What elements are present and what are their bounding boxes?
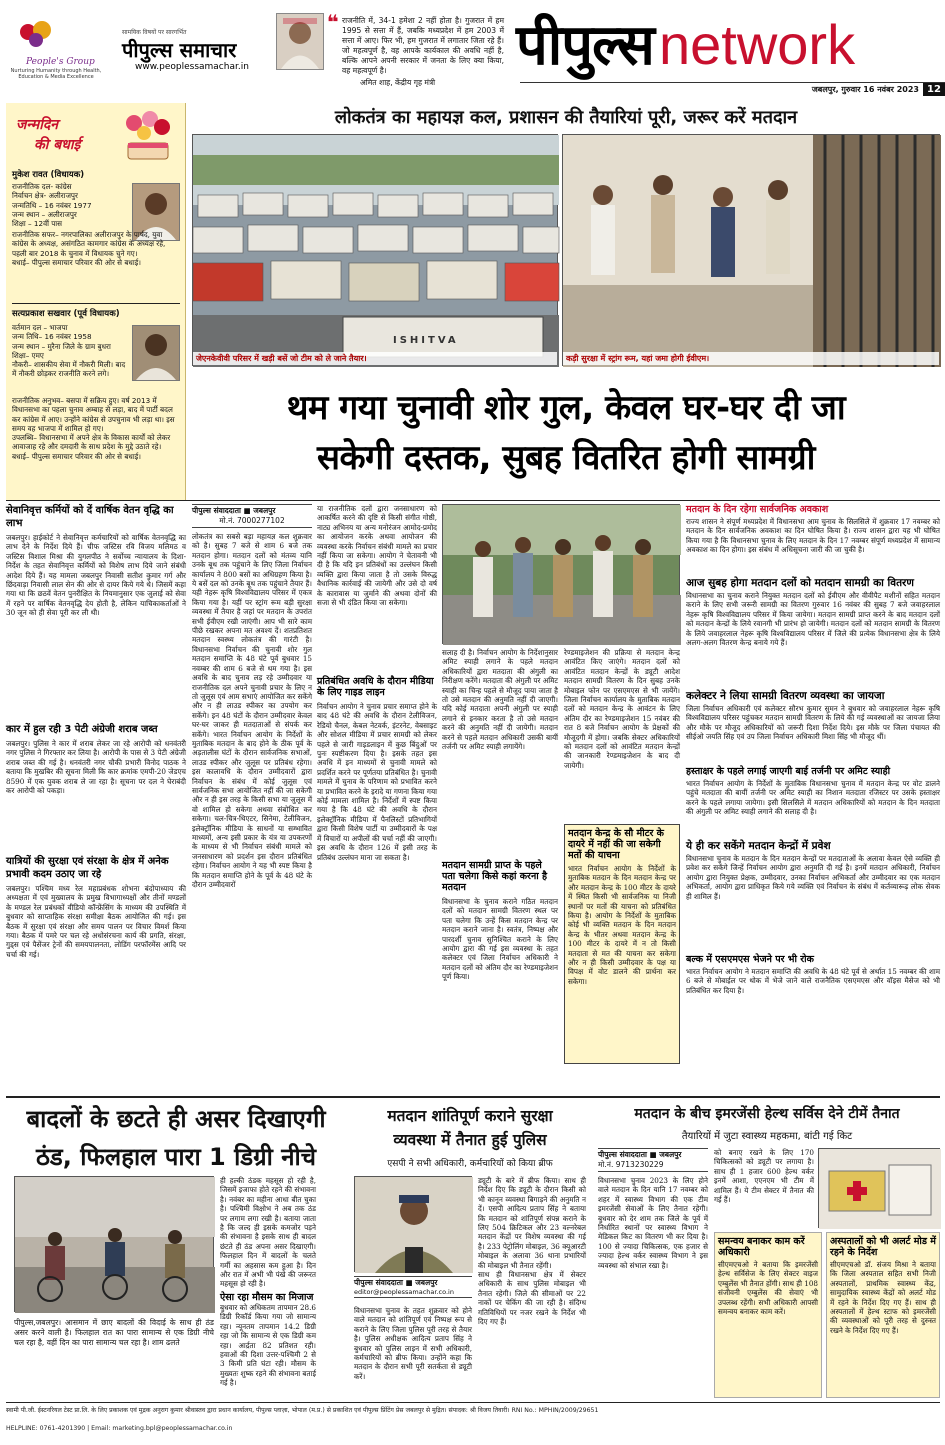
police-headline	[352, 1104, 588, 1152]
reporter-byline: पीपुल्स संवाददाता ■ जबलपुर	[192, 506, 276, 515]
box-title: अस्पतालों को भी अलर्ट मोड में रहने के निर्देश	[830, 1236, 936, 1258]
col3-text: विधानसभा के चुनाव कराने गठित मतदान दलों को मतदान सामग्री वितरण स्थल पर पता चलेगा कि उन्हें किस मतदान केन्द्र पर मतदान कराने जाना है। स्वतंत्र, निष्पक्ष और पारदर्शी चुनाव सुनिश्चित कराने के लिए आयोग द्वारा की गई इस व्यवस्था के तहत कलेक्टर एवं जिला निर्वाचन अधिकारी ने मतदान दलों को अंतिम दौर का रेण्डमाइजेशन पूर्ण किया।	[442, 897, 558, 982]
police-col3-text: साथ ही विधानसभा क्षेत्र में सेक्टर अधिकारी के साथ पुलिस मोबाइल भी तैनात रहेगी। जिले की सीमाओं पर 22 नाकों पर चेकिंग की जा रही है। संदिग्ध गतिविधियों पर नजर रखने के निर्देश भी दिए गए हैं।	[478, 1270, 586, 1327]
person1-name: मुकेश रावत (विधायक)	[12, 170, 85, 180]
health-col1: विधानसभा चुनाव 2023 के लिए होने वाले मतदान के दिन यानि 17 नवम्बर को शहर में स्वास्थ्य विभाग की एक टीम इमरजेंसी सेवाओं के लिए तैनात रहेगी। बुधवार को देर शाम तक जिले के पूर्व में निर्धारित स्थानों पर स्वास्थ्य विभाग ने मेडिकल किट का वितरण भी कर दिया है। 100 से ज्यादा चिकित्सक, एक हजार से ज्यादा हेल्थ वर्कर स्वास्थ्य विभाग ने इस व्यवस्था को संभाल रखा है।	[598, 1176, 708, 1270]
divider	[6, 500, 940, 501]
left-column	[6, 504, 186, 1096]
group-name: People's Group	[26, 57, 95, 67]
health-mobile: मो.नं. 9713230229	[598, 1160, 664, 1169]
detail-line: जन्मतिथि – 16 नवंबर 1977	[12, 200, 92, 210]
right-text: जिला निर्वाचन अधिकारी एवं कलेक्टर सौरभ कुमार सुमन ने बुधवार को जवाहरलाल नेहरू कृषि विश्वविद्यालय परिसर पहुंचकर मतदान सामग्री वितरण के लिये की गई व्यवस्थाओं का जायजा लिया और मौके पर मौजूद अधिकारियों को जरूरी दिशा निर्देश दिये। इस मौके पर जिला पंचायत की सीईओ जयति सिंह एवं उप जिला निर्वाचन अधिकारी मिशा सिंह भी मौजूद थीं।	[686, 704, 940, 742]
birthday-header	[12, 109, 180, 165]
right-text: भारत निर्वाचन आयोग के निर्देशों के मुताबिक विधानसभा चुनाव में मतदान केन्द्र पर वोट डालने पहुंचे मतदाता की बायीं तर्जनी पर अमिट स्याही का निशान मतदाता रजिस्टर पर उसके हस्ताक्षर करने के पहले लगाया जायेगा। इसी सिलसिले में मतदान अधिकारियों को मतदान के दिन मतदाता की अंगुली पर अमिट स्याही लगाने की सलाह दी है।	[686, 779, 940, 817]
story-title: यात्रियों की सुरक्षा एवं संरक्षा के क्षेत्र में अनेक प्रभावी कदम उठाए जा रहे	[6, 856, 169, 880]
police-byline	[354, 1276, 472, 1298]
coordination-box	[714, 1232, 822, 1398]
right-subhead: बल्क में एसएमएस भेजने पर भी रोक	[686, 954, 814, 965]
divider	[6, 1402, 940, 1403]
person2-details	[12, 323, 130, 379]
main-headline-line2: सकेगी दस्तक, सुबह वितरित होगी सामग्री	[317, 438, 815, 478]
box-body: सीएमएचओ डॉ. संजय मिश्रा ने बताया कि जिला अस्पताल सहित सभी निजी अस्पतालों, प्राथमिक स्वास्थ्य केंद्र, सामुदायिक स्वास्थ्य केंद्रों को अलर्ट मोड में रहने के निर्देश दिए गए हैं। साथ ही अस्पतालों में हेल्थ स्टाफ को इमरजेंसी की व्यवस्थाओं को पूरी तरह से दुरुस्त रखने के निर्देश दिए गए हैं।	[830, 1260, 936, 1335]
footer-imprint: स्वामी पी.जी. ईस्टनरियल टेस्ट प्रा.लि. के लिए प्रकाशक एवं मुद्रक अनुराग कुमार श्रीवास्तव द्वारा प्रधान कार्यालय, पीपुल्स प्लाज़ा, भोपाल (म.प्र.) से प्रकाशित एवं पीपुल्स प्रिंटिंग प्रेस जबलपुर से मुद्रित। संपादक: श्री विजय तिवारी। RNI No.: MPHIN/2009/29651	[6, 1407, 599, 1414]
detail-line: उपलब्धि– विधानसभा में अपने क्षेत्र के विकास कार्यों को लेकर आवाजाह रहे और दमदारी के साथ प्रदेश के मुद्दे उठाते रहे।	[12, 433, 171, 452]
photo-caption: जेएनकेवीवी परिसर में खड़ी बसें जो टीम को ले जाने तैयार।	[193, 352, 557, 365]
health-byline	[598, 1148, 708, 1172]
person1-career	[12, 230, 180, 267]
police-headline-1: मतदान शांतिपूर्ण कराने सुरक्षा	[387, 1107, 553, 1125]
main-story-col1: लोकतंत्र का सबसे बड़ा महायज्ञ कल शुक्रवार को है। सुबह 7 बजे से शाम 6 बजे तक मतदान होगा। मतदान दलों को मंतव्य यानि उनके बूथ तक पहुंचाने के लिए जिला निर्वाचन कार्यालय ने 800 बसों का अधिग्रहण किया है। ये बसें दल को उनके बूथ तक पहुंचाने तैयार हैं। यही नेहरू कृषि विश्वविद्यालय परिसर में एकत्र किया गया है। यहीं पर स्ट्रांग रूम बड़ी सुरक्षा व्यवस्था में तैयार है जहां पर मतदान के उपरांत सभी ईवीएम रखी जाएंगी। आप भी सारे काम पीछे रखकर अपना मत अवश्य दें। शतप्रतिशत मतदान स्वस्थ्य लोकतंत्र की गारंटी है। विधानसभा निर्वाचन की चुनावी शोर गुल मतदान समाप्ति के 48 घंटे पूर्व बुधवार 15 नवम्बर की शाम 6 बजे से थम गया है। इस अवधि के बाद चुनाव लड़ रहे उम्मीदवार या राजनीतिक दल अपने चुनावी प्रचार के लिए न तो जुलूस एवं आम सभाएं आयोजित कर सकेंगे और न ही लाउड स्पीकर का उपयोग कर सकेंगे। इन 48 घंटों के दौरान उम्मीदवार केवल घर-घर जाकर ही मतदाताओं से संपर्क कर सकेंगे। भारत निर्वाचन आयोग के निर्देशों के मुताबिक मतदान के बाद होने के ठीक पूर्व के अड़तालीस घंटों के दौरान सार्वजनिक सभाओं, लाउड स्पीकर और जुलूस पर प्रतिबंध रहेगा। इस कालावधि के दौरान उम्मीदवारों द्वारा निर्वाचन के संबंध में कोई जुलूस एवं सार्वजनिक सभा आयोजित नहीं की जा सकेगी और न ही इस तरह के किसी सभा या जुलूस में वो शामिल हो सकेगा अथवा संबोधित कर सकेगा। चल-चित्र-थिएटर, सिनेमा, टेलीविजन, इलेक्ट्रॉनिक मीडिया के साधनों या सम्भावित माध्यमों, अन्य इसी प्रकार के यंत्र या उपकरणों के माध्यम से भी निर्वाचन संबंधी मामले को जनसाधारण को प्रदर्शन इस दौरान प्रतिबंधित रहेगा। निर्वाचन आयोग ने यह भी स्पष्ट किया है कि मतदान समाप्ति होने के पूर्व के 48 घंटे के दौरान उम्मीदवारों	[192, 532, 312, 890]
main-headline-line1: थम गया चुनावी शोर गुल, केवल घर-घर दी जा	[286, 388, 846, 428]
police-col2: ड्यूटी के बारे में ब्रीफ किया। साथ ही निर्देश दिए कि ड्यूटी के दौरान किसी को भी कानून व्यवस्था बिगाड़ने की अनुमति न दें। एसपी आदित्य प्रताप सिंह ने बताया कि मतदान को शांतिपूर्ण संपन्न कराने के लिए 504 क्रिटिकल और 23 वल्नरेबल मतदान केंद्रों पर विशेष व्यवस्था की गई है। 233 पेट्रोलिंग मोबाइल, 36 क्यूआरटी मोबाइल के अलावा 36 थाना प्रभारियों की मोबाइल भी तैनात रहेंगी। साथ ही विधानसभा क्षेत्र में सेक्टर अधिकारी के साथ पुलिस मोबाइल भी तैनात रहेगी। जिले की सीमाओं पर 22 नाकों पर चेकिंग की जा रही है। संदिग्ध गतिविधियों पर नजर रखने के निर्देश भी दिए गए हैं।	[478, 1176, 586, 1327]
col2-text: या राजनीतिक दलों द्वारा जनसाधारण को आकर्षित करने की दृष्टि से किसी संगीत गोष्ठी, नाट्य अभिनय या अन्य मनोरंजन आमोद-प्रमोद का आयोजन करके अथवा आयोजन की व्यवस्था करके निर्वाचन संबंधी मामले का प्रचार नहीं किया जा सकेगा। आयोग ने चेतावनी भी दी है कि यदि इन प्रतिबंधों का उल्लंघन किसी व्यक्ति द्वारा किया जाता है तो उसके विरुद्ध वैधानिक कार्रवाई की जायेगी और उसे दो वर्ष के कारावास या जुर्माने की अथवा दोनों की सजा से भी दंडित किया जा सकेगा।	[317, 504, 437, 608]
person1-details	[12, 182, 130, 228]
birthday-title-1: जन्मदिन	[16, 117, 59, 133]
right-text: विधानसभा चुनाव के मतदान के दिन मतदान केन्द्रों पर मतदाताओं के अलावा केवल ऐसे व्यक्ति ही प्रवेश कर सकेंगे जिन्हें निर्वाचन आयोग द्वारा अनुमति दी गई है। इनमें मतदान अधिकारी, निर्वाचन आयोग द्वारा नियुक्त प्रेक्षक, उम्मीदवार, उनका निर्वाचन अभिकर्ता और उम्मीदवार का एक मतदान अभिकर्ता, आयोग द्वारा प्राधिकृत किये गये व्यक्ति एवं निर्वाचन के संबंध में कर्तव्यारूढ़ लोक सेवक ही शामिल हैं।	[686, 854, 940, 901]
main-headline	[192, 383, 940, 483]
page-number: 12	[923, 83, 945, 96]
story-body: जबलपुर। पश्चिम मध्य रेल महाप्रबंधक शोभना बंदोपाध्याय की अध्यक्षता में एवं मुख्यालय के प्रमुख विभागाध्यक्षों और तीनों मण्डलों के मण्डल रेल प्रबंधकों वीडियो कॉन्फ्रेंसिंग के माध्यम की उपस्थिति में बुधवार को साप्ताहिक संरक्षा समीक्षा बैठक आयोजित की गई। इस बैठक में सुरक्षा एवं संरक्षा और समय पालन पर विचार विमर्श किया गया। बैठक में पमरे पर चल रहे अधोसंरचना कार्य की प्रगति, संरक्षा, गुड्स एवं पैसेंजर ट्रेनों की समयपालनता, लोडिंग परफॉरमेंस आदि पर चर्चा की गई।	[6, 884, 186, 959]
person2-career	[12, 396, 180, 461]
detail-line: निर्वाचन क्षेत्र- अलीराजपुर	[12, 191, 78, 201]
quote-mark-icon: ❝	[327, 10, 339, 34]
cold-caption: पीपुल्स,जबलपुर। आसमान में छाए बादलों की विदाई के साथ ही ठंड असर करने वाली है। फिलहाल रात का पारा सामान्य से एक डिग्री नीचे चल रहा है, वहीं दिन का पारा सामान्य चल रहा है। शाम ढलते	[14, 1318, 214, 1347]
detail-line: शिक्षा– एमए	[12, 350, 44, 360]
detail-line: वर्तमान दल – भाजपा	[12, 323, 68, 332]
cold-headline	[6, 1100, 346, 1176]
photo-caption: कड़ी सुरक्षा में स्ट्रांग रूम, यहां जमा होगी ईवीएम।	[563, 352, 939, 365]
col2-text: निर्वाचन आयोग ने चुनाव प्रचार समाप्त होने के बाद 48 घंटे की अवधि के दौरान टेलीविजन, रेडियो चैनल, केबल नेटवर्क, इंटरनेट, वेबसाइट और सोशल मीडिया में प्रचार सामग्री को लेकर पहले से जारी गाइडलाइन में कुछ बिंदुओं पर पुनः स्पष्टीकरण दिया है। इसके तहत इस अवधि में इन माध्यमों से चुनावी मामले को प्रदर्शित करने पर पूर्णतया प्रतिबंधित है। चुनावी मामले में चुनाव के परिणाम को प्रभावित करने या प्रभावित करने के इरादे या गणना किया गया कोई मामला शामिल है। निर्देशों में स्पष्ट किया गया है कि 48 घंटे की अवधि के दौरान इलेक्ट्रॉनिक मीडिया में पैनलिस्टों प्रतिभागियों द्वारा किसी विशेष पार्टी या उम्मीदवारों के पक्ष में विचारों या अपीलों की चर्चा नहीं की जाएगी। इस अवधि के दौरान 126 में इसी तरह के प्रतिबंध उल्लंघन माना जा सकता है।	[317, 702, 437, 862]
paper-url: www.peoplessamachar.in	[135, 62, 249, 72]
detail-line: बधाई– पीपुल्स समाचार परिवार की ओर से बधाई।	[12, 451, 141, 461]
divider	[12, 303, 180, 304]
box-body: सीएमएचओ ने बताया कि इमरजेंसी हेल्थ सर्विसेज के लिए सेक्टर वाइज एम्बुलेंस भी तैनात होंगी। साथ ही 108 संजीवनी एम्बुलेंस की सेवाएं भी उपलब्ध रहेंगी। सभी अधिकारी आपसी समन्वय बनाकर काम करें।	[718, 1260, 818, 1317]
right-text: विधानसभा का चुनाव कराने नियुक्त मतदान दलों को ईवीएम और वीवीपैट मशीनों सहित मतदान कराने के लिए सभी जरूरी सामग्री का वितरण गुरुवार 16 नवंबर की सुबह 7 बजे जवाहरलाल नेहरू कृषि विश्वविद्यालय परिसर में किया जायेगा। मतदान सामग्री प्राप्त करने के बाद मतदान दलों को मतदान केन्द्रों के लिये रवानगी भी प्रारंभ हो जायेगी। मतदान दलों को मतदान सामग्री के वितरण के लिये जवाहरलाल नेहरू कृषि विश्वविद्यालय परिसर में जिले की प्रत्येक विधानसभा क्षेत्र के लिये अलग-अलग वितरण केन्द्र बनाये गये हैं।	[686, 591, 940, 648]
reporter-mobile: मो.नं. 7000277102	[219, 516, 285, 525]
officials-photo	[442, 504, 680, 644]
health-reporter: पीपुल्स संवाददाता ■ जबलपुर	[598, 1150, 682, 1159]
detail-line: राजनीतिक दल- कांग्रेस	[12, 182, 72, 191]
box-title: मतदान केन्द्र के सौ मीटर के दायरे में नहीं की जा सकेगी मतों की याचना	[568, 828, 664, 861]
col3-text: सलाह दी है। निर्वाचन आयोग के निर्देशानुसार अमिट स्याही लगाने के पहले मतदान अधिकारियों द्वारा मतदाता की अंगुली का निरीक्षण करेंगे। मतदाता की अंगुली पर अमिट स्याही का चिन्ह पहले से मौजूद पाया जाता है तो उसे मतदान की अनुमति नहीं दी जाएगी। यदि कोई मतदाता अपनी अंगुली पर स्याही लगाने से इनकार करता है तो उसे मतदान करने की अनुमति नहीं दी जायेगी। मतदान करने से पहले मतदान अधिकारी उसकी बायीं तर्जनी पर अमिट स्याही लगायेंगे।	[442, 648, 558, 752]
police-col1: विधानसभा चुनाव के तहत शुक्रवार को होने वाले मतदान को शांतिपूर्ण एवं निष्पक्ष रूप से कराने के लिए जिला पुलिस पूरी तरह से तैयार है। पुलिस अधीक्षक आदित्य प्रताप सिंह ने बुधवार को पुलिस लाइन में सभी अधिकारी, कर्मचारियों को ब्रीफ किया। उन्होंने कहा कि मतदान के दौरान सभी पूरी सतर्कता से ड्यूटी करें।	[354, 1306, 472, 1381]
right-subhead: हस्ताक्षर के पहले लगाई जाएगी बाई तर्जनी पर अमिट स्याही	[686, 766, 891, 777]
people-group-logo	[12, 18, 60, 56]
quote-author: अमित शाह, केंद्रीय गृह मंत्री	[360, 78, 436, 87]
detail-line: जन्म स्थान – मुरैना जिले के ग्राम बुधरा	[12, 341, 111, 351]
top-story-headline: लोकतंत्र का महायज्ञ कल, प्रशासन की तैयारियां पूरी, जरूर करें मतदान	[334, 107, 798, 128]
strong-room-photo	[562, 134, 940, 366]
police-email: editor@peoplessamachar.co.in	[354, 1288, 454, 1296]
detail-line: शिक्षा – 12वीं पास	[12, 219, 63, 229]
cake-bouquet-icon	[116, 109, 178, 163]
detail-line: जन्म स्थान – अलीराजपुर	[12, 209, 77, 219]
right-column	[686, 504, 940, 1094]
detail-line: जन्म तिथि– 16 नवंबर 1958	[12, 332, 92, 342]
police-subhead: एसपी ने सभी अधिकारी, कर्मचारियों को किया ब्रीफ	[387, 1159, 553, 1169]
cold-headline-2: ठंड, फिलहाल पारा 1 डिग्री नीचे	[35, 1143, 317, 1171]
health-col2: को बनाए रखने के लिए 170 चिकित्सकों को ड्यूटी पर लगाया है। साथ ही 1 हजार 600 हेल्थ वर्कर इनमें आशा, एएनएम भी टीम में शामिल हैं। ये टीम सेक्टर में तैनात की गई हैं।	[714, 1148, 814, 1205]
paper-tagline: सामयिक विषयों पर सारगर्भित	[122, 29, 187, 36]
bus-label: ISHITVA	[393, 335, 459, 346]
birthday-title-2: की बधाई	[34, 137, 81, 153]
divider	[6, 1096, 940, 1098]
right-subhead: कलेक्टर ने लिया सामग्री वितरण व्यवस्था का जायजा	[686, 690, 885, 702]
detail-line: राजनीतिक सफर– नगरपालिका अलीराजपुर के पार्षद, युवा कांग्रेस के अध्यक्ष, असंगठित कामगार कांग्रेस के अध्यक्ष रहे, पहली बार 2018 के चुनाव में विधायक चुने गए।	[12, 230, 166, 258]
health-subhead: तैयारियों में जुटा स्वास्थ्य महकमा, बांटी गई किट	[681, 1131, 853, 1142]
right-subhead: आज सुबह होगा मतदान दलों को मतदान सामग्री का वितरण	[686, 577, 914, 589]
weather-subhead-inline: ऐसा रहा मौसम का मिजाज	[220, 1291, 314, 1303]
date-bar	[520, 82, 945, 96]
sp-photo	[354, 1176, 472, 1272]
person2-name: सत्यप्रकाश सखवार (पूर्व विधायक)	[12, 309, 120, 319]
right-subhead: ये ही कर सकेंगे मतदान केन्द्रों में प्रवेश	[686, 840, 831, 852]
story-body: जबलपुर। पुलिस ने कार में शराब लेकर जा रहे आरोपी को धनवंतरी नगर पुलिस ने गिरफ्तार कर लिया है। आरोपी के पास से 3 पेटी अंग्रेजी शराब जब्त की गई है। धनवंतरी नगर चौकी प्रभारी विनोद पाठक ने बताया कि मुखबिर की सूचना मिली कि कार क्रमांक एमपी-20 जेडएच 8590 में एक युवक शराब ले जा रहा है। सूचना पर दल ने घेराबंदी कर आरोपी को पकड़ा।	[6, 739, 186, 796]
main-story-col4	[564, 648, 680, 1092]
no-canvassing-box	[564, 824, 680, 1064]
network-title-hindi: पीपुल्स	[516, 13, 654, 78]
box-body: भारत निर्वाचन आयोग के निर्देशों के मुताबिक मतदान के दिन मतदान केन्द्र पर और मतदान केन्द्र के 100 मीटर के दायरे में स्थित किसी भी सार्वजनिक या निजी स्थानों पर मतों की याचना को प्रतिबंधित किया है। आयोग के निर्देशों के मुताबिक कोई भी व्यक्ति मतदान के दिन मतदान केन्द्र के भीतर अथवा मतदान केन्द्र के 100 मीटर के दायरे में न तो किसी मतदाता से मत की याचना कर सकेगा और न ही किसी उम्मीदवार के पक्ष या विपक्ष में वोट डालने की प्रार्थना कर सकेगा।	[568, 864, 676, 986]
story-title: कार में हुल रही 3 पेटी अंग्रेजी शराब जब्त	[6, 724, 158, 735]
detail-line: नौकरी– शासकीय सेवा में नौकरी मिली। बाद में नौकरी छोड़कर राजनीति करने लगे।	[12, 360, 126, 379]
right-text: राज्य शासन ने संपूर्ण मध्यप्रदेश में विधानसभा आम चुनाव के सिलसिले में शुक्रवार 17 नवम्बर को मतदान के दिन सार्वजनिक अवकाश का दिन घोषित किया है। राज्य शासन द्वारा यह भी घोषित किया गया है कि विधानसभा चुनाव के लिए मतदान के दिन 17 नवम्बर संपूर्ण मध्यप्रदेश में सामान्य अवकाश का दिन होगा। इस संबंध में अधिसूचना जारी की जा चुकी है।	[686, 517, 940, 555]
col3-subhead: मतदान सामग्री प्राप्त के पहले पता चलेगा किसे कहां करना है मतदान	[442, 860, 548, 893]
masthead	[0, 0, 945, 103]
medical-kit-photo	[818, 1148, 940, 1228]
col4-text: रेण्डमाइजेशन की प्रक्रिया से मतदान केन्द्र आवंटित किए जाएंगे। मतदान दलों को आवंटित मतदान केन्द्रों के ड्यूटी आदेश मतदान सामग्री वितरण के दिन सुबह उनके मोबाइल फोन पर एसएमएस से भी जायेंगे। जिला निर्वाचन कार्यालय के मुताबिक मतदान दलों को मतदान केन्द्र के आवंटन के लिए अंतिम दौर का रेण्डमाइजेशन 15 नवंबर की रात 8 बजे निर्वाचन आयोग के प्रेक्षकों की मौजूदगी में होगा। जबकि सेक्टर अधिकारियों को मतदान दलों को आवंटित मतदान केन्द्रों की जानकारी रेण्डमाइजेशन के बाद दी जायेगी।	[564, 648, 680, 770]
birthday-column	[6, 103, 186, 500]
right-subhead: मतदान के दिन रहेगा सार्वजनिक अवकाश	[686, 504, 829, 515]
main-story-byline	[192, 504, 312, 528]
shah-quote: राजनीति में, 34-1 हमेशा 2 नहीं होता है। गुजरात में हम 1995 से सत्ता में हैं, जबकि मध्यप्रदेश में हम 2003 में सत्ता में आए। फिर भी, हम गुजरात में लगातार जिता रहे हैं। जो महत्वपूर्ण है, वह आपके कार्यकाल की अवधि नहीं है, बल्कि आपने अपनी सरकार में जनता के लिए क्या किया, वह महत्वपूर्ण है।	[342, 16, 504, 75]
amit-shah-portrait	[276, 13, 324, 70]
col2-subhead: प्रतिबंधित अवधि के दौरान मीडिया के लिए गाइड लाइन	[317, 676, 434, 698]
footer-helpline: HELPLINE: 0761-4201390 | Email: marketing.bpl@peoplessamachar.co.in	[6, 1425, 233, 1432]
group-tagline: Nurturing Humanity through Health, Education & Media Excellence	[10, 68, 102, 80]
weather-text: बुधवार को अधिकतम तापमान 28.6 डिग्री रिकॉर्ड किया गया जो सामान्य रहा। न्यूनतम तापमान 14.2 डिग्री रहा जो कि सामान्य से एक डिग्री कम रहा। आर्द्रता 82 प्रतिशत रही। हवाओं की दिशा उत्तर-पश्चिमी 2 से 3 किमी प्रति घंटा रही। मौसम के मुख्यतः शुष्क रहने की संभावना बताई गई है।	[220, 1302, 316, 1388]
right-text: भारत निर्वाचन आयोग ने मतदान समाप्ति की अवधि के 48 घंटे पूर्व से अर्थात 15 नवम्बर की शाम 6 बजे से मोबाईल पर थोक में भेजे जाने वाले राजनैतिक एसएमएस और वॉइस मैसेज को भी प्रतिबंधित कर दिया है।	[686, 967, 940, 995]
network-title	[516, 14, 936, 80]
person2-photo	[132, 325, 180, 381]
dateline: जबलपुर, गुरुवार 16 नवंबर 2023	[811, 85, 919, 94]
cold-headline-1: बादलों के छटते ही असर दिखाएगी	[26, 1105, 326, 1133]
detail-line: बधाई– पीपुल्स समाचार परिवार की ओर से बधाई।	[12, 257, 141, 267]
alert-box	[826, 1232, 940, 1398]
police-reporter: पीपुल्स संवाददाता ■ जबलपुर	[354, 1278, 438, 1287]
paper-name: पीपुल्स समाचार	[122, 38, 237, 62]
story-title: सेवानिवृत्त कर्मियों को दें वार्षिक वेतन वृद्धि का लाभ	[6, 505, 174, 529]
cold-col2: ही हल्की ठंडक महसूस हो रही है, जिसमें इजाफा होते रहने की संभावना है। नवंबर का महीना आधा बीत चुका है। पश्चिमी विक्षोभ ने अब तक ठंड पर लगाम लगा रखी है। बताया जाता है कि जल्द ही इसके कमजोर पड़ने की संभावना है इसके साथ ही बादल छंटते ही ठंड अपना असर दिखाएगी। फिलहाल दिन में बादलों के चलते गर्मी का अहसास कम हुआ है। दिन और रात में अभी भी पंखे की जरूरत महसूस हो रही है। ऐसा रहा मौसम का मिजाज बुधवार को अधिकतम तापमान 28.6 डिग्री रिकॉर्ड किया गया जो सामान्य रहा। न्यूनतम तापमान 14.2 डिग्री रहा जो कि सामान्य से एक डिग्री कम रहा। आर्द्रता 82 प्रतिशत रही। हवाओं की दिशा उत्तर-पश्चिमी 2 से 3 किमी प्रति घंटा रही। मौसम के मुख्यतः शुष्क रहने की संभावना बताई गई है।	[220, 1176, 316, 1388]
detail-line: राजनीतिक अनुभव– बसपा में सक्रिय हुए। वर्ष 2013 में विधानसभा का पहला चुनाव अम्बाह से लड़ा, बाद में पार्टी बदल कर कांग्रेस में आए। उन्होंने कांग्रेस से उपचुनाव भी लड़ा था। इस समय वह भाजपा में शामिल हो गए।	[12, 396, 175, 433]
network-title-eng: network	[659, 13, 856, 76]
bus-depot-photo	[192, 134, 558, 366]
police-headline-2: व्यवस्था में तैनात हुई पुलिस	[393, 1131, 547, 1149]
street-photo	[14, 1176, 214, 1312]
box-title: समन्वय बनाकर काम करें अधिकारी	[718, 1236, 805, 1258]
main-story-col2	[317, 504, 437, 1092]
main-story-col3	[442, 648, 558, 1092]
story-body: जबलपुर। हाईकोर्ट ने सेवानिवृत्त कर्मचारियों को वार्षिक वेतनवृद्धि का लाभ देने के निर्देश दिये हैं। चीफ जस्टिस रवि विजय मलिमठ व जस्टिस विशाल मिश्रा की युगलपीठ ने सर्वोच्च न्यायालय के दिशा-निर्देश के तहत सेवानिवृत्त कर्मियों को विशेष लाभ दिये जाने संबंधी आदेश दिये हैं। यह मामला जबलपुर निवासी सतीश कुमार गर्ग और छिंदवाड़ा निवासी लाल सेन की ओर से दायर किये गये थे। जिसमें कहा गया था कि छठवें वेतन पुनरीक्षित के नियमानुसार एक जुलाई को सेवा में रहने पर वार्षिक वेतनवृद्धि देय होती है, लेकिन याचिकाकर्ताओं ने 30 जून को ही सेवा पूरी कर ली थी।	[6, 533, 186, 618]
health-headline: मतदान के बीच इमरजेंसी हेल्थ सर्विस देने टीमें तैनात	[634, 1106, 900, 1122]
